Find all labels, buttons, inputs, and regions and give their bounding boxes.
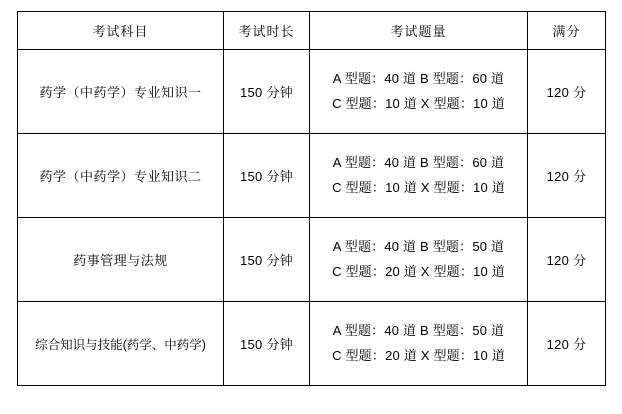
questions-line-1: A 型题：40 道 B 型题：60 道: [332, 70, 505, 86]
questions-line-1: A 型题：40 道 B 型题：50 道: [332, 238, 505, 254]
cell-duration: 150 分钟: [224, 218, 310, 302]
questions-line-1: A 型题：40 道 B 型题：60 道: [332, 154, 505, 170]
exam-schedule-table: [17, 11, 606, 386]
cell-subject: 药事管理与法规: [18, 218, 224, 302]
column-header-duration: 考试时长: [224, 12, 310, 50]
cell-questions: [310, 302, 528, 386]
cell-subject: 综合知识与技能(药学、中药学): [18, 302, 224, 386]
table-row: [18, 218, 606, 302]
table-header-row: [18, 12, 606, 50]
questions-line-2: C 型题：20 道 X 型题：10 道: [332, 347, 505, 363]
column-header-score: 满分: [528, 12, 606, 50]
questions-line-2: C 型题：10 道 X 型题：10 道: [332, 95, 505, 111]
cell-subject: 药学（中药学）专业知识一: [18, 50, 224, 134]
table-row: [18, 302, 606, 386]
table-row: [18, 134, 606, 218]
cell-score: 120 分: [528, 218, 606, 302]
questions-line-2: C 型题：20 道 X 型题：10 道: [332, 263, 505, 279]
questions-line-1: A 型题：40 道 B 型题：50 道: [332, 322, 505, 338]
cell-score: 120 分: [528, 50, 606, 134]
table-body: [18, 50, 606, 386]
cell-duration: 150 分钟: [224, 50, 310, 134]
cell-duration: 150 分钟: [224, 302, 310, 386]
cell-questions: [310, 50, 528, 134]
cell-questions: [310, 134, 528, 218]
cell-duration: 150 分钟: [224, 134, 310, 218]
column-header-questions: 考试题量: [310, 12, 528, 50]
cell-subject: 药学（中药学）专业知识二: [18, 134, 224, 218]
cell-score: 120 分: [528, 302, 606, 386]
column-header-subject: 考试科目: [18, 12, 224, 50]
table-header: [18, 12, 606, 50]
cell-score: 120 分: [528, 134, 606, 218]
table-row: [18, 50, 606, 134]
questions-line-2: C 型题：10 道 X 型题：10 道: [332, 179, 505, 195]
cell-questions: [310, 218, 528, 302]
